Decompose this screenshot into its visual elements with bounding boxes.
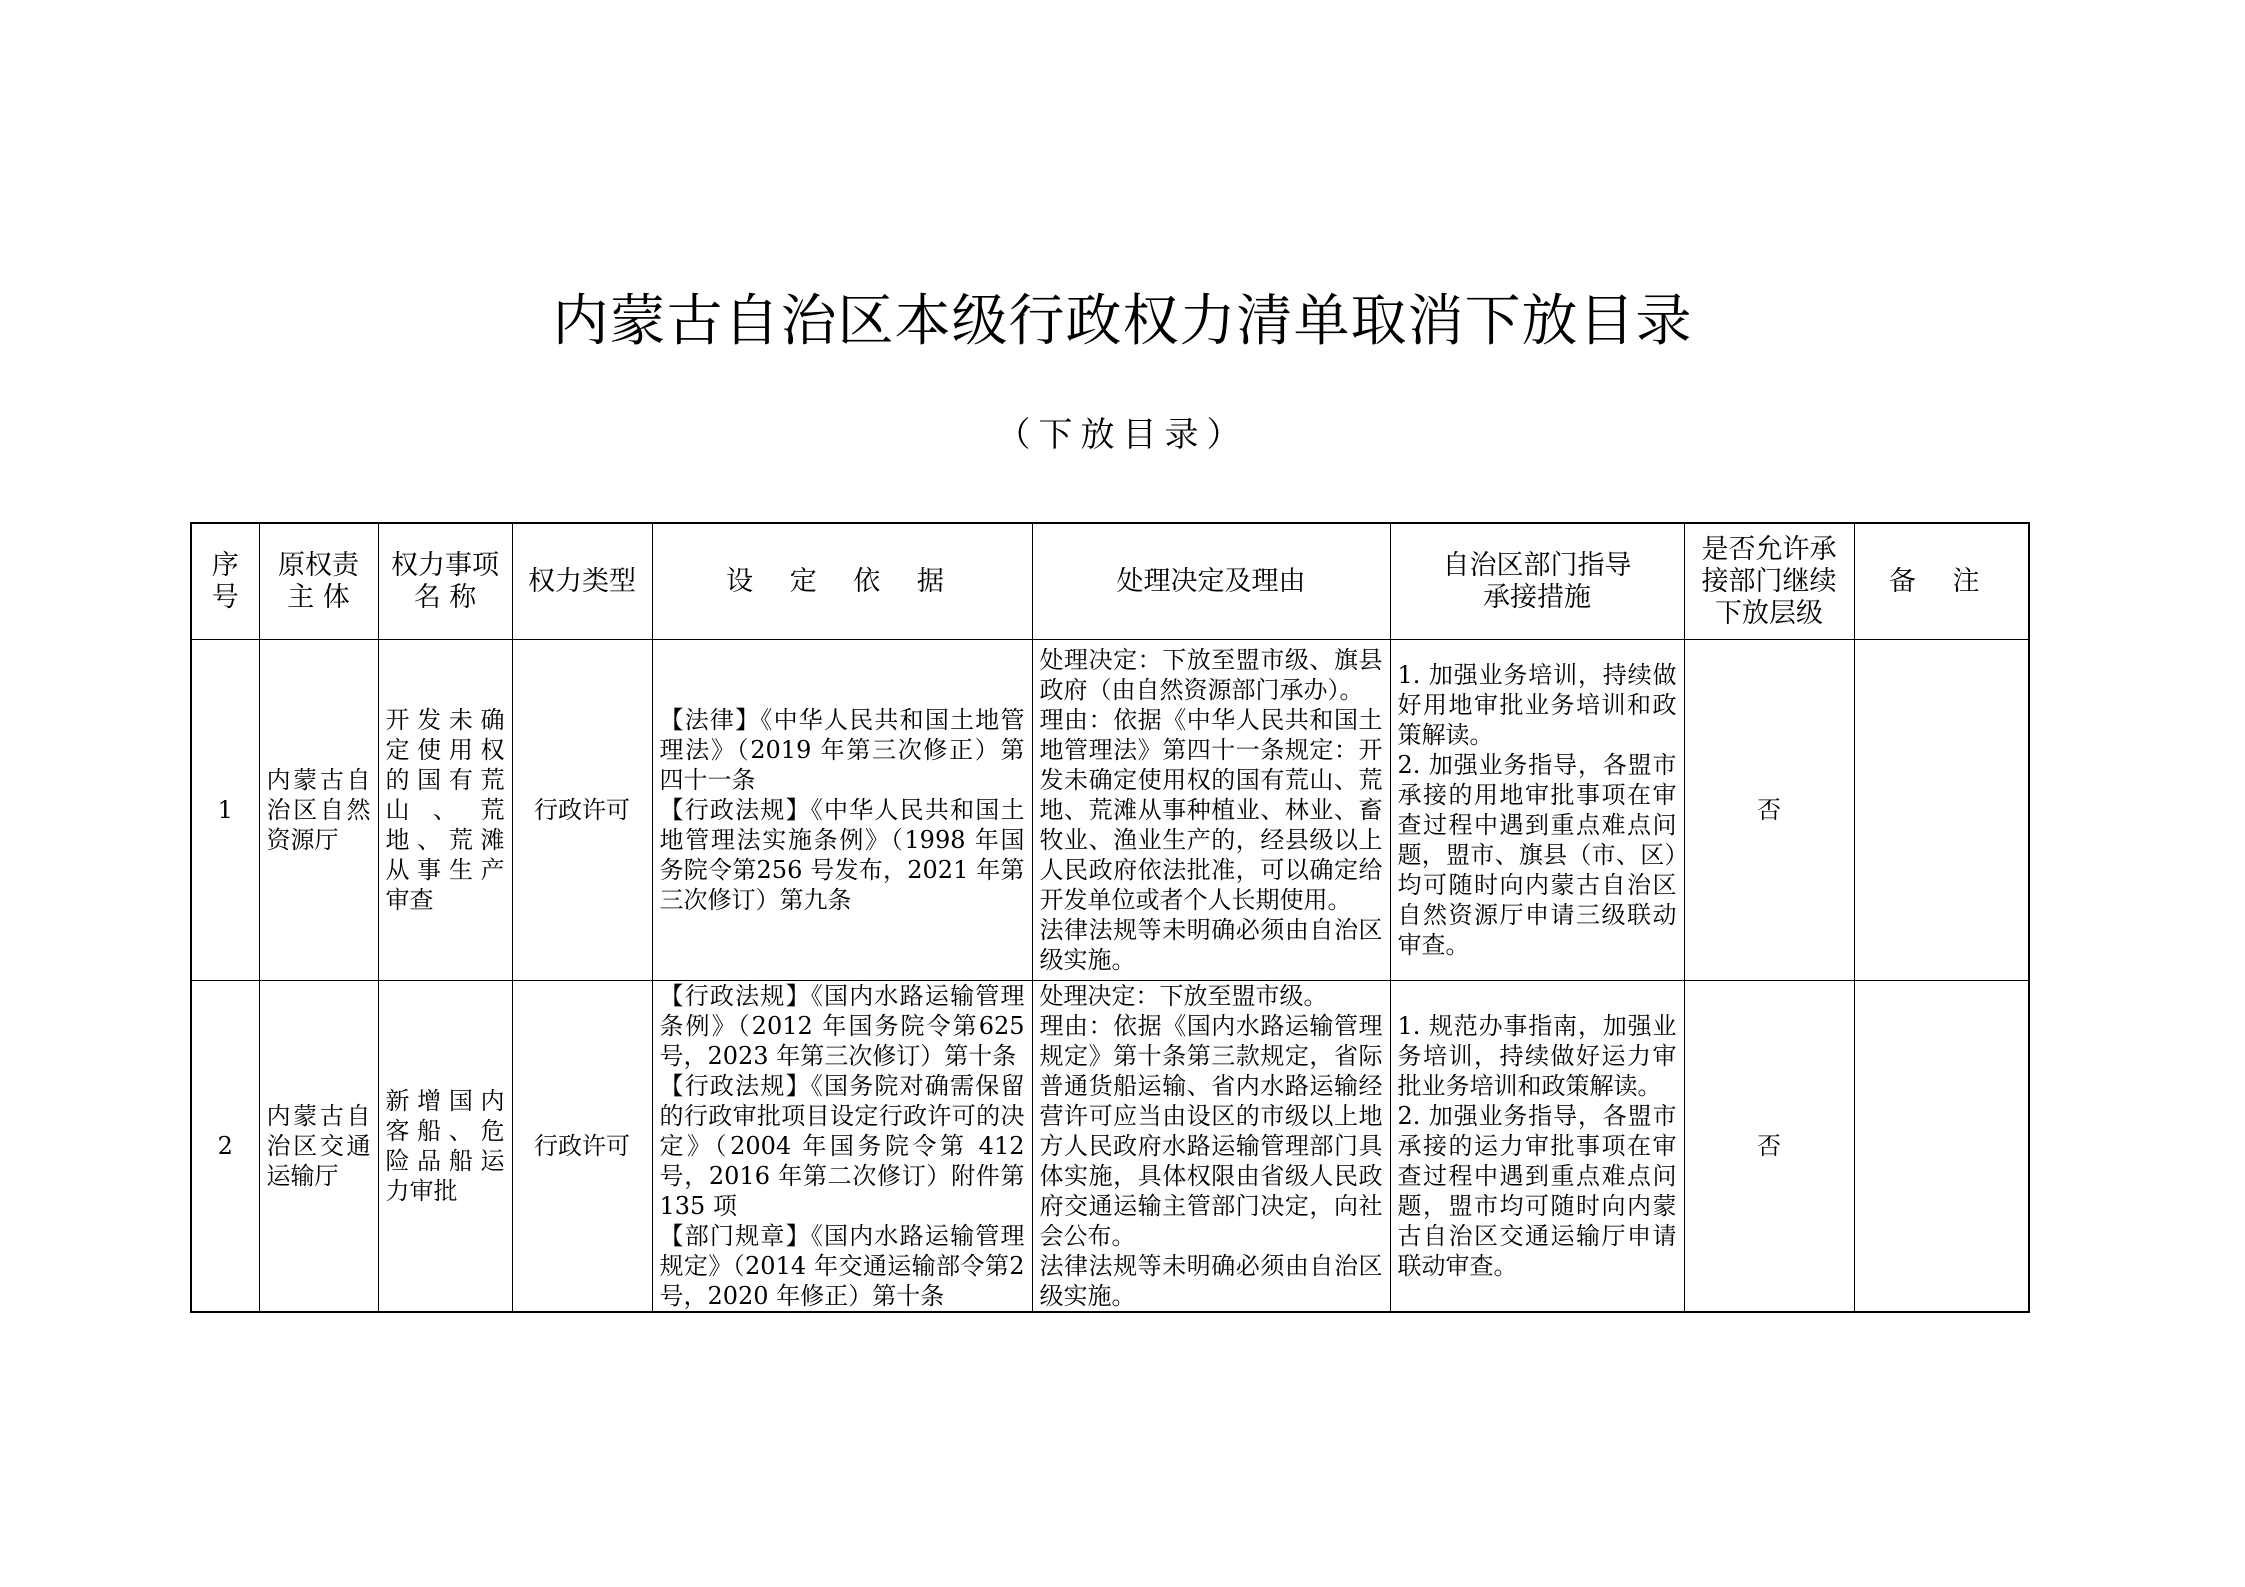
basis-entry: 【行政法规】《国务院对确需保留的行政审批项目设定行政许可的决定》（2004 年国务院令第 412 号，2016 年第二次修订）附件第 135 项 [659, 1072, 1025, 1220]
measure-line: 1. 加强业务培训，持续做好用地审批业务培训和政策解读。 [1397, 661, 1677, 749]
decision-line: 处理决定：下放至盟市级、旗县政府（由自然资源部门承办）。 [1039, 646, 1383, 704]
table-header-row [191, 523, 2029, 640]
header-type: 权力类型 [512, 523, 652, 640]
decision-line: 理由：依据《国内水路运输管理规定》第十条第三款规定，省际普通货船运输、省内水路运输经营许可应当由设区的市级以上地方人民政府水路运输管理部门具体实施，具体权限由省级人民政府交通运输主管部门决定，向社会公布。 [1039, 1012, 1383, 1250]
cell-decision [1032, 640, 1390, 981]
header-measures-line1: 自治区部门指导 [1442, 549, 1632, 581]
decision-line: 法律法规等未明确必须由自治区级实施。 [1039, 916, 1383, 974]
cell-measures [1390, 981, 1684, 1313]
header-subject-line2: 主 体 [287, 581, 350, 613]
header-remark: 备 注 [1854, 523, 2029, 640]
basis-entry: 【部门规章】《国内水路运输管理规定》（2014 年交通运输部令第2 号，2020 年修正）第十条 [659, 1222, 1025, 1310]
header-allow-line3: 下放层级 [1715, 597, 1823, 629]
table-row [191, 981, 2029, 1313]
header-seq: 序号 [191, 523, 259, 640]
header-subject [259, 523, 378, 640]
document-title: 内蒙古自治区本级行政权力清单取消下放目录 [552, 289, 1693, 354]
table-row [191, 640, 2029, 981]
cell-item: 开发未确定使用权的国有荒山、荒地、荒滩从事生产审查 [378, 640, 512, 981]
cell-decision [1032, 981, 1390, 1313]
header-measures-line2: 承接措施 [1483, 581, 1591, 613]
header-basis: 设 定 依 据 [652, 523, 1032, 640]
header-item-line1: 权力事项 [391, 549, 499, 581]
header-measures [1390, 523, 1684, 640]
measure-line: 1. 规范办事指南，加强业务培训，持续做好运力审批业务培训和政策解读。 [1397, 1012, 1677, 1100]
cell-measures [1390, 640, 1684, 981]
basis-entry: 【行政法规】《国内水路运输管理条例》（2012 年国务院令第625 号，2023 年第三次修订）第十条 [659, 982, 1025, 1070]
header-allow [1684, 523, 1854, 640]
cell-subject: 内蒙古自治区交通运输厅 [259, 981, 378, 1313]
document-subtitle: （下放目录） [996, 415, 1249, 455]
header-item-line2: 名 称 [413, 581, 477, 613]
header-allow-line1: 是否允许承 [1701, 533, 1837, 565]
header-item [378, 523, 512, 640]
cell-allow: 否 [1684, 640, 1854, 981]
measure-line: 2. 加强业务指导，各盟市承接的用地审批事项在审查过程中遇到重点难点问题，盟市、旗县（市、区）均可随时向内蒙古自治区自然资源厅申请三级联动审查。 [1397, 751, 1677, 959]
measure-line: 2. 加强业务指导，各盟市承接的运力审批事项在审查过程中遇到重点难点问题，盟市均可随时向内蒙古自治区交通运输厅申请联动审查。 [1397, 1102, 1677, 1280]
decision-line: 理由：依据《中华人民共和国土地管理法》第四十一条规定：开发未确定使用权的国有荒山、荒地、荒滩从事种植业、林业、畜牧业、渔业生产的，经县级以上人民政府依法批准，可以确定给开发单位或者个人长期使用。 [1039, 706, 1383, 914]
header-decision: 处理决定及理由 [1032, 523, 1390, 640]
basis-entry: 【行政法规】《中华人民共和国土地管理法实施条例》（1998 年国务院令第256 号发布，2021 年第三次修订）第九条 [659, 796, 1025, 914]
decision-line: 法律法规等未明确必须由自治区级实施。 [1039, 1252, 1383, 1310]
cell-remark [1854, 981, 2029, 1313]
header-allow-line2: 接部门继续 [1701, 565, 1837, 597]
cell-type: 行政许可 [512, 981, 652, 1313]
basis-entry: 【法律】《中华人民共和国土地管理法》（2019 年第三次修正）第四十一条 [659, 706, 1025, 794]
cell-seq: 1 [191, 640, 259, 981]
cell-type: 行政许可 [512, 640, 652, 981]
cell-item: 新增国内客船、危险品船运力审批 [378, 981, 512, 1313]
power-list-table [190, 522, 2030, 1313]
cell-seq: 2 [191, 981, 259, 1313]
cell-remark [1854, 640, 2029, 981]
cell-subject: 内蒙古自治区自然资源厅 [259, 640, 378, 981]
cell-basis [652, 981, 1032, 1313]
cell-basis [652, 640, 1032, 981]
header-subject-line1: 原权责 [278, 549, 359, 581]
cell-allow: 否 [1684, 981, 1854, 1313]
decision-line: 处理决定：下放至盟市级。 [1039, 982, 1328, 1010]
